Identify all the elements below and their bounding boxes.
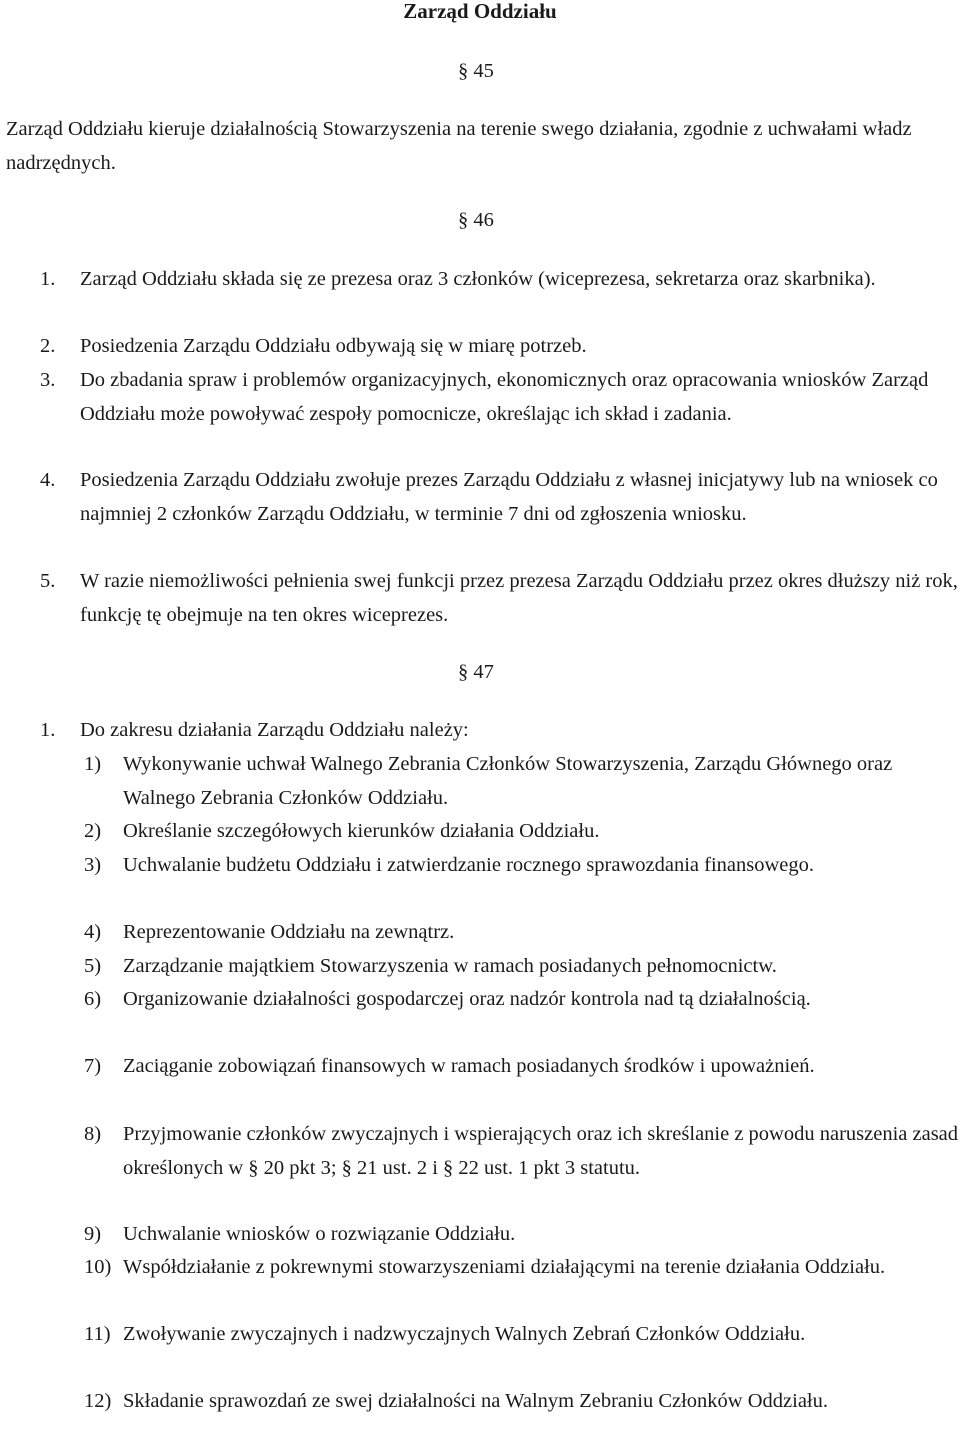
list-item-46-4 xyxy=(40,464,958,531)
item-number: 1. xyxy=(40,268,56,290)
sub-item-text: Zwoływanie zwyczajnych i nadzwyczajnych Walnych Zebrań Członków Oddziału. xyxy=(123,1323,806,1345)
sub-item-4 xyxy=(84,916,960,950)
item-text: Do zakresu działania Zarządu Oddziału należy: xyxy=(80,719,469,741)
sub-item-5 xyxy=(84,950,960,984)
sub-item-9 xyxy=(84,1218,960,1252)
sub-item-text: Zaciąganie zobowiązań finansowych w ramach posiadanych środków i upoważnień. xyxy=(123,1055,815,1077)
sub-item-number: 2) xyxy=(84,820,102,842)
sub-item-text: Składanie sprawozdań ze swej działalności na Walnym Zebraniu Członków Oddziału. xyxy=(123,1390,829,1412)
sub-item-number: 7) xyxy=(84,1055,102,1077)
sub-item-7 xyxy=(84,1050,960,1084)
paragraph-45: Zarząd Oddziału kieruje działalnością Stowarzyszenia na terenie swego działania, zgodnie z uchwałami władz nadrzędnych. xyxy=(6,118,912,174)
sub-item-number: 10) xyxy=(84,1256,112,1278)
sub-item-number: 1) xyxy=(84,753,102,775)
section-number: 46 xyxy=(473,209,494,231)
sub-item-number: 12) xyxy=(84,1390,112,1412)
sub-item-11 xyxy=(84,1318,960,1352)
sub-item-3 xyxy=(84,849,960,883)
sub-item-8 xyxy=(84,1118,960,1185)
item-number: 4. xyxy=(40,469,56,491)
list-item-47-1 xyxy=(40,714,958,748)
sub-item-number: 9) xyxy=(84,1223,102,1245)
sub-item-text: Uchwalanie wniosków o rozwiązanie Oddziału. xyxy=(123,1223,516,1245)
sub-item-number: 4) xyxy=(84,921,102,943)
item-text: Posiedzenia Zarządu Oddziału zwołuje prezes Zarządu Oddziału z własnej inicjatywy lub na wniosek co najmniej 2 członków Zarządu Oddziału, w terminie 7 dni od zgłoszenia wniosku. xyxy=(80,469,938,525)
sub-item-number: 5) xyxy=(84,955,102,977)
item-number: 2. xyxy=(40,335,56,357)
item-number: 3. xyxy=(40,369,56,391)
list-item-46-2 xyxy=(40,330,958,364)
list-item-46-3 xyxy=(40,364,958,431)
list-item-46-1 xyxy=(40,263,958,297)
sub-item-number: 11) xyxy=(84,1323,111,1345)
list-item-46-5 xyxy=(40,565,958,632)
sub-item-number: 6) xyxy=(84,988,102,1010)
section-heading-47 xyxy=(458,656,494,690)
sub-item-text: Uchwalanie budżetu Oddziału i zatwierdzanie rocznego sprawozdania finansowego. xyxy=(123,854,815,876)
sub-item-2 xyxy=(84,815,960,849)
section-number: 47 xyxy=(473,661,494,683)
sub-item-text: Reprezentowanie Oddziału na zewnątrz. xyxy=(123,921,455,943)
sub-item-number: 3) xyxy=(84,854,102,876)
sub-item-text: Organizowanie działalności gospodarczej oraz nadzór kontrola nad tą działalnością. xyxy=(123,988,811,1010)
sub-item-text: Zarządzanie majątkiem Stowarzyszenia w ramach posiadanych pełnomocnictw. xyxy=(123,955,777,977)
section-heading-45 xyxy=(458,55,494,89)
document-title: Zarząd Oddziału xyxy=(403,0,557,23)
item-text: Posiedzenia Zarządu Oddziału odbywają się w miarę potrzeb. xyxy=(80,335,587,357)
item-number: 5. xyxy=(40,570,56,592)
item-text: Do zbadania spraw i problemów organizacyjnych, ekonomicznych oraz opracowania wniosków Zarząd Oddziału może powoływać zespoły pomocnicze, określając ich skład i zadania. xyxy=(80,369,929,425)
sub-item-number: 8) xyxy=(84,1123,102,1145)
sub-item-text: Współdziałanie z pokrewnymi stowarzyszeniami działającymi na terenie działania Oddziału. xyxy=(123,1256,886,1278)
sub-item-1 xyxy=(84,748,960,815)
sub-item-text: Przyjmowanie członków zwyczajnych i wspierających oraz ich skreślanie z powodu naruszenia zasad określonych w § 20 pkt 3; § 21 ust. 2 i § 22 ust. 1 pkt 3 statutu. xyxy=(123,1123,959,1179)
sub-item-12 xyxy=(84,1385,960,1419)
sub-item-text: Określanie szczegółowych kierunków działania Oddziału. xyxy=(123,820,600,842)
item-text: W razie niemożliwości pełnienia swej funkcji przez prezesa Zarządu Oddziału przez okres dłuższy niż rok, funkcję tę obejmuje na ten okres wiceprezes. xyxy=(80,570,958,626)
section-heading-46 xyxy=(458,204,494,238)
sub-item-text: Wykonywanie uchwał Walnego Zebrania Członków Stowarzyszenia, Zarządu Głównego oraz Walnego Zebrania Członków Oddziału. xyxy=(123,753,893,809)
section-symbol: § xyxy=(458,661,469,683)
section-symbol: § xyxy=(458,209,469,231)
sub-item-6 xyxy=(84,983,960,1017)
section-symbol: § xyxy=(458,60,469,82)
item-text: Zarząd Oddziału składa się ze prezesa oraz 3 członków (wiceprezesa, sekretarza oraz skarbnika). xyxy=(80,268,876,290)
item-number: 1. xyxy=(40,719,56,741)
section-number: 45 xyxy=(473,60,494,82)
sub-item-10 xyxy=(84,1251,960,1285)
